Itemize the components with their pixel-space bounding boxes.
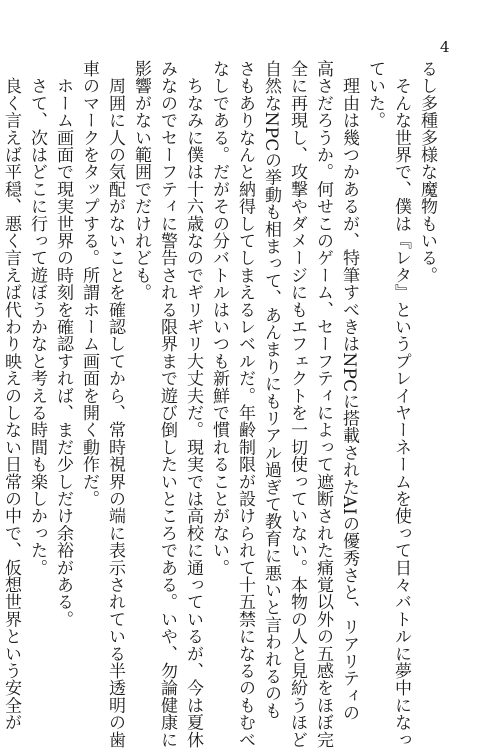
- text-line: なしである。だがその分バトルはいつも新鮮で慣れることがない。: [209, 60, 229, 576]
- text-line: 自然なNPCの挙動も相まって、あんまりにもリアル過ぎて教育に悪いと言われるのも: [261, 60, 281, 720]
- text-line: 理由は幾つかあるが、特筆すべきはNPCに搭載されたAIの優秀さと、リアリティの: [339, 60, 359, 722]
- text-line: 全に再現し、攻撃やダメージにもエフェクトを一切使っていない。本物の人と見紛うほど: [287, 60, 307, 748]
- text-line: そんな世界で、僕は『レタ』というプレイヤーネームを使って日々バトルに夢中になっ: [391, 60, 411, 748]
- text-line: みなのでセーフティに警告される限界まで遊び倒したいところである。いや、勿論健康に: [157, 60, 177, 748]
- text-line: さもありなんと納得してしまえるレベルだ。年齢制限が設けられて十五禁になるのもむべ: [235, 60, 255, 748]
- vertical-body-text: [0, 60, 440, 748]
- text-line: 高さだろうか。何せこのゲーム、セーフティによって遮断された痛覚以外の五感をほぼ完: [313, 60, 333, 748]
- page-number: 4: [440, 38, 450, 56]
- text-line: 周囲に人の気配がないことを確認してから、常時視界の端に表示されている半透明の歯: [105, 60, 125, 748]
- text-line: ていた。: [365, 60, 385, 129]
- text-line: 良く言えば平穏、悪く言えば代わり映えのしない日常の中で、仮想世界という安全が: [1, 60, 21, 731]
- text-line: ホーム画面で現実世界の時刻を確認すれば、まだ少しだけ余裕がある。: [53, 60, 73, 628]
- text-line: 影響がない範囲でだけれども。: [131, 60, 151, 301]
- text-line: ちなみに僕は十六歳なのでギリギリ大丈夫だ。現実では高校に通っているが、今は夏休: [183, 60, 203, 748]
- text-line: さて、次はどこに行って遊ぼうかなと考える時間も楽しかった。: [27, 60, 47, 576]
- text-line: るし多種多様な魔物もいる。: [417, 60, 437, 284]
- text-line: 車のマークをタップする。所謂ホーム画面を開く動作だ。: [79, 60, 99, 508]
